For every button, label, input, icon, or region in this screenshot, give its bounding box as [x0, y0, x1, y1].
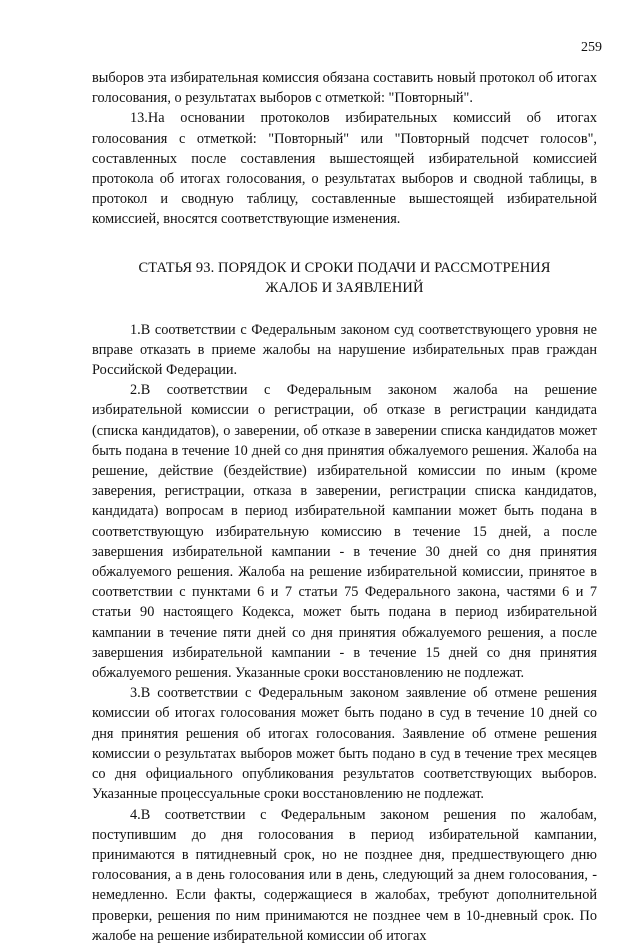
article-heading-line-1: СТАТЬЯ 93. ПОРЯДОК И СРОКИ ПОДАЧИ И РАССМОТРЕНИЯ	[138, 259, 551, 276]
page-body	[92, 68, 597, 946]
page-number: 259	[581, 40, 602, 55]
paragraph-item-2: 2.В соответствии с Федеральным законом жалоба на решение избирательной комиссии о регистрации, об отказе в регистрации кандидата (списка кандидатов), о заверении, об отказе в заверении списка кандидатов может быть подана в течение 10 дней со дня принятия обжалуемого решения. Жалоба на решение, действие (бездействие) избирательной комиссии по иным (кроме заверения, регистрации, отказа в заверении, регистрации списка кандидатов, кандидата) вопросам в период избирательной кампании может быть подана в соответствующую избирательную комиссию в течение 15 дней, а после завершения избирательной кампании - в течение 30 дней со дня принятия обжалуемого решения. Жалоба на решение избирательной комиссии, принятое в соответствии с пунктами 6 и 7 статьи 75 Федерального закона, частями 6 и 7 статьи 90 настоящего Кодекса, может быть подана в период избирательной кампании в течение пяти дней со дня принятия обжалуемого решения, а после завершения избирательной кампании - в течение 15 дней со дня принятия обжалуемого решения. Указанные сроки восстановлению не подлежат.	[92, 382, 597, 682]
paragraph-continuation: выборов эта избирательная комиссия обязана составить новый протокол об итогах голосования, о результатах выборов с отметкой: "Повторный".	[92, 70, 597, 107]
article-heading	[92, 258, 597, 298]
paragraph-item-13: 13.На основании протоколов избирательных комиссий об итогах голосования с отметкой: "Повторный" или "Повторный подсчет голосов", составленных после составления вышестоящей избирательной комиссией протокола об итогах голосования, о результатах выборов и сводной таблицы, в протокол и сводную таблицу, составленные вышестоящей избирательной комиссией, вносятся соответствующие изменения.	[92, 110, 597, 228]
paragraph-item-4: 4.В соответствии с Федеральным законом решения по жалобам, поступившим до дня голосования в период избирательной кампании, принимаются в пятидневный срок, но не позднее дня, предшествующего дню голосования, а в день голосования или в день, следующий за днем голосования, - немедленно. Если факты, содержащиеся в жалобах, требуют дополнительной проверки, решения по ним принимаются не позднее чем в 10-дневный срок. По жалобе на решение избирательной комиссии об итогах	[92, 806, 597, 944]
paragraph-item-3: 3.В соответствии с Федеральным законом заявление об отмене решения комиссии об итогах голосования может быть подано в суд в течение 10 дней со дня принятия решения об итогах голосования. Заявление об отмене решения комиссии о результатах выборов может быть подано в суд в течение трех месяцев со дня официального опубликования результатов соответствующих выборов. Указанные процессуальные сроки восстановлению не подлежат.	[92, 685, 597, 803]
paragraph-item-1: 1.В соответствии с Федеральным законом суд соответствующего уровня не вправе отказать в приеме жалобы на нарушение избирательных прав граждан Российской Федерации.	[92, 321, 597, 379]
article-heading-line-2: ЖАЛОБ И ЗАЯВЛЕНИЙ	[265, 279, 424, 296]
